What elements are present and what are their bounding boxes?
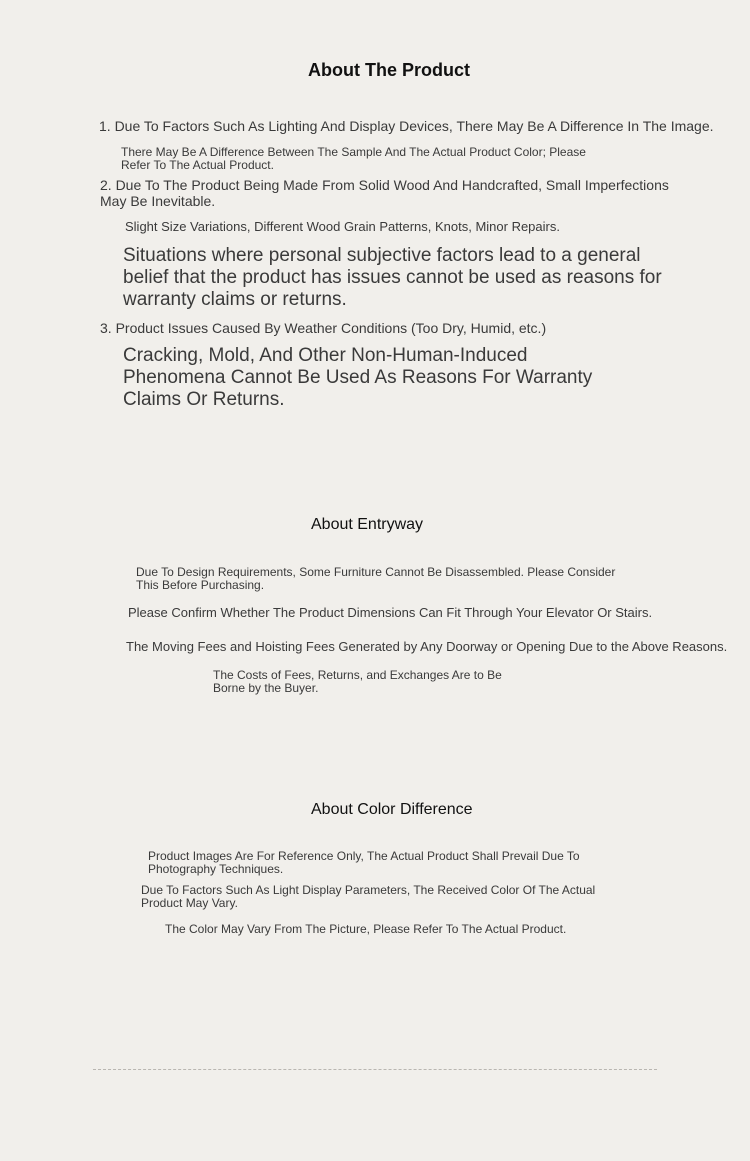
color-line-2: Due To Factors Such As Light Display Parameters, The Received Color Of The Actual Product May Vary.: [141, 883, 596, 910]
product-item-3: 3. Product Issues Caused By Weather Conditions (Too Dry, Humid, etc.): [100, 320, 547, 336]
product-section-title: About The Product: [308, 60, 470, 80]
product-item-1: 1. Due To Factors Such As Lighting And Display Devices, There May Be A Difference In The Image.: [99, 118, 714, 134]
product-item-2: 2. Due To The Product Being Made From Solid Wood And Handcrafted, Small Imperfections May Be Inevitable.: [100, 177, 669, 209]
entryway-line-2: Please Confirm Whether The Product Dimensions Can Fit Through Your Elevator Or Stairs.: [128, 605, 653, 620]
product-item-3-statement: Cracking, Mold, And Other Non-Human-Induced Phenomena Cannot Be Used As Reasons For Warranty Claims Or Returns.: [123, 345, 593, 410]
entryway-line-1: Due To Design Requirements, Some Furniture Cannot Be Disassembled. Please Consider This Before Purchasing.: [136, 565, 616, 592]
product-item-2-statement: Situations where personal subjective factors lead to a general belief that the product has issues cannot be used as reasons for warranty claims or returns.: [123, 245, 662, 310]
entryway-line-4: The Costs of Fees, Returns, and Exchanges Are to Be Borne by the Buyer.: [213, 668, 502, 695]
product-item-2-note: Slight Size Variations, Different Wood Grain Patterns, Knots, Minor Repairs.: [125, 219, 560, 234]
footer-divider: [93, 1069, 657, 1070]
entryway-line-3: The Moving Fees and Hoisting Fees Generated by Any Doorway or Opening Due to the Above Reasons.: [126, 639, 728, 654]
product-item-1-note: There May Be A Difference Between The Sample And The Actual Product Color; Please Refer To The Actual Product.: [121, 145, 586, 172]
color-line-3: The Color May Vary From The Picture, Please Refer To The Actual Product.: [165, 922, 567, 936]
entryway-section-title: About Entryway: [311, 516, 424, 533]
color-line-1: Product Images Are For Reference Only, The Actual Product Shall Prevail Due To Photography Techniques.: [148, 849, 580, 876]
color-section-title: About Color Difference: [311, 801, 473, 818]
